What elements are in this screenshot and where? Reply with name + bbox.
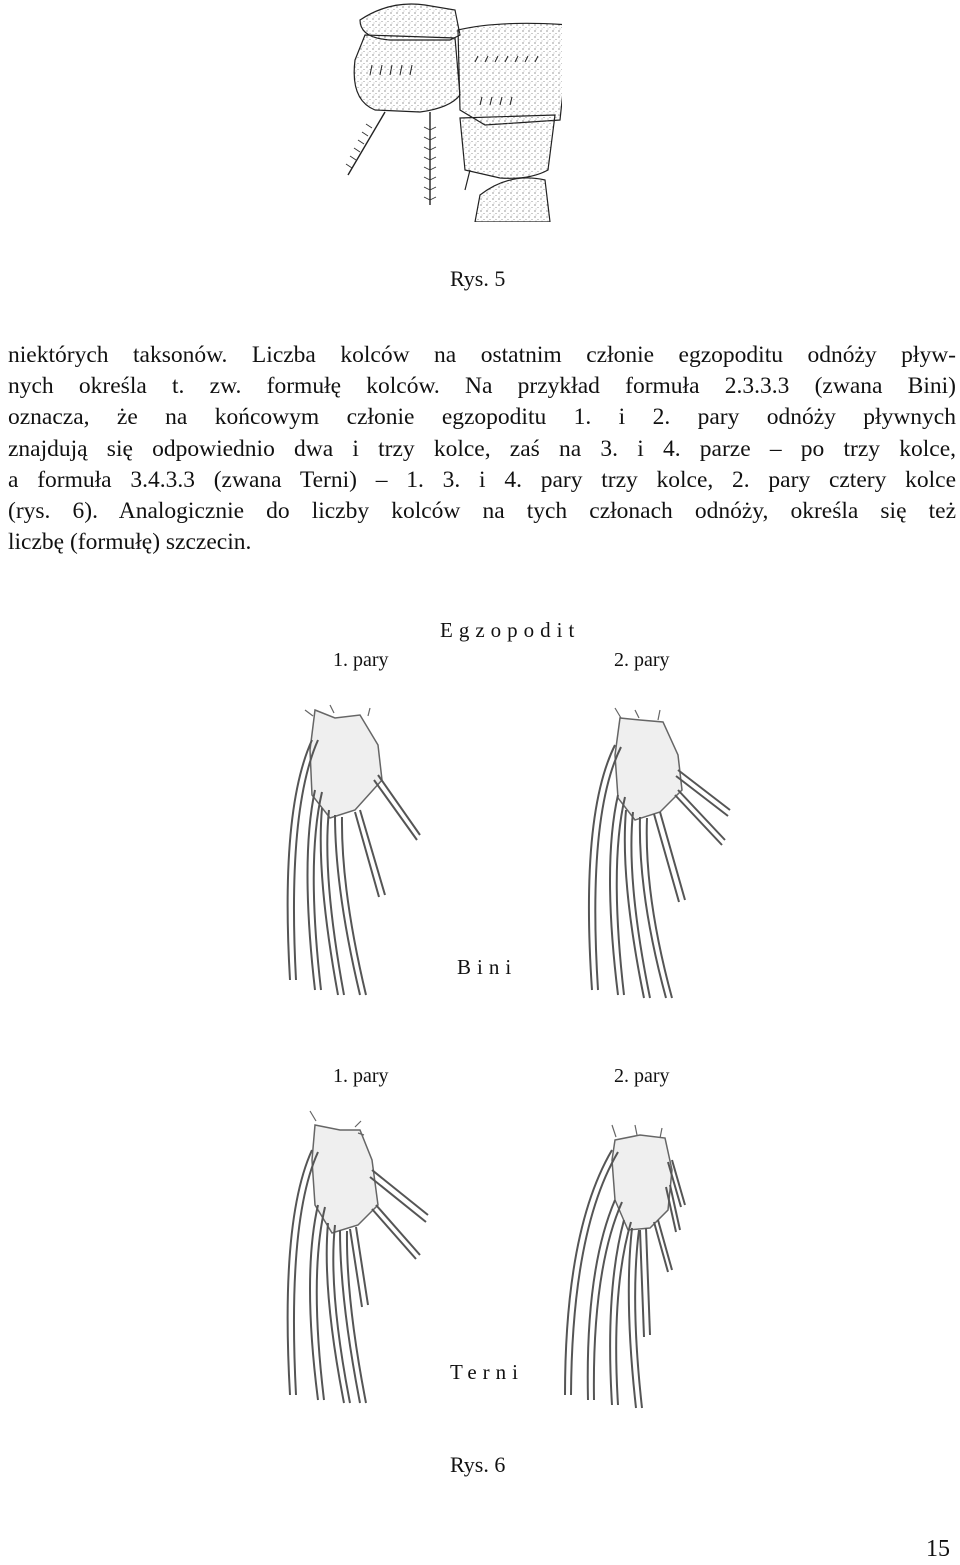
terni-pair1-exopodite	[260, 1105, 440, 1405]
figure-6-caption: Rys. 6	[450, 1452, 506, 1477]
terni-pair2-exopodite	[540, 1120, 720, 1410]
paragraph-line: (rys. 6). Analogicznie do liczby kolców na tych członach odnóży, określa się też	[8, 498, 956, 525]
paragraph-line: nych określa t. zw. formułę kolców. Na przykład formuła 2.3.3.3 (zwana Bini)	[8, 373, 956, 400]
paragraph-line: a formuła 3.4.3.3 (zwana Terni) – 1. 3. i 4. pary trzy kolce, 2. pary cztery kolce	[8, 466, 956, 493]
bini-pair2-label: 2. pary	[614, 649, 670, 671]
figure-5-caption: Rys. 5	[450, 266, 506, 291]
bini-pair1-exopodite	[260, 700, 440, 1000]
bini-pair2-exopodite	[560, 700, 740, 1000]
figure-6-heading: Egzopodit	[440, 618, 581, 642]
page-number: 15	[926, 1536, 950, 1562]
paragraph-line: niektórych taksonów. Liczba kolców na ostatnim członie egzopoditu odnóży pływ-	[8, 342, 956, 368]
terni-label: Terni	[450, 1360, 525, 1384]
figure-5-illustration	[330, 0, 562, 222]
terni-pair1-label: 1. pary	[333, 1065, 389, 1087]
bini-pair1-label: 1. pary	[333, 649, 389, 671]
body-paragraph	[8, 340, 956, 558]
bini-label: Bini	[457, 955, 518, 979]
paragraph-line: oznacza, że na końcowym członie egzopoditu 1. i 2. pary odnóży pływnych	[8, 404, 956, 431]
paragraph-line: znajdują się odpowiednio dwa i trzy kolce, zaś na 3. i 4. parze – po trzy kolce,	[8, 435, 956, 462]
terni-pair2-label: 2. pary	[614, 1065, 670, 1087]
paragraph-line: liczbę (formułę) szczecin.	[8, 529, 252, 556]
